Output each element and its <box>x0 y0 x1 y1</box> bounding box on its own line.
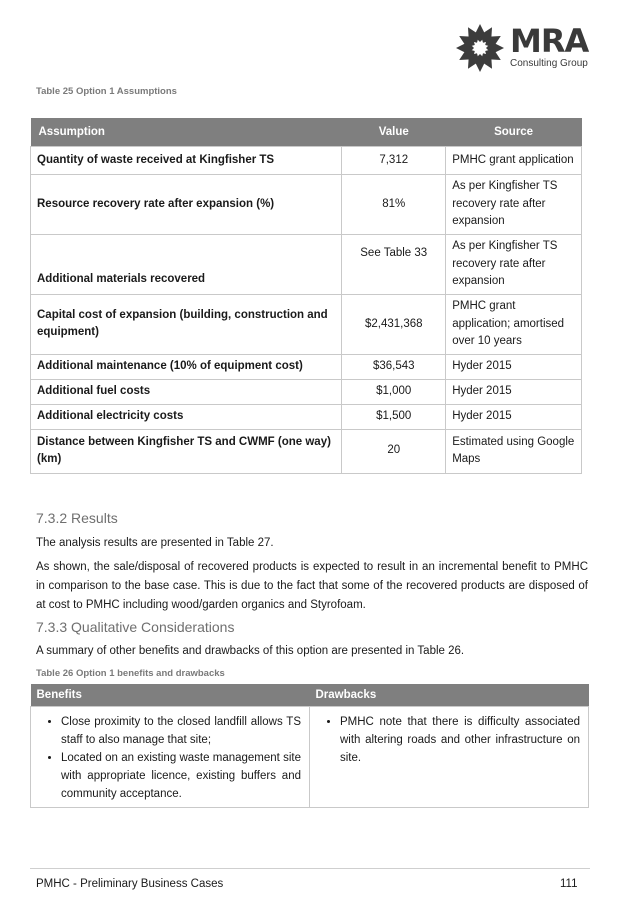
list-item: • Close proximity to the closed landfill allows TS staff to also manage that site; <box>61 713 301 749</box>
value-cell: 20 <box>342 429 446 473</box>
assumption-cell: Additional materials recovered <box>31 235 342 295</box>
column-header-source: Source <box>446 118 582 147</box>
table-row <box>31 235 582 295</box>
logo-name: MRA <box>510 22 589 60</box>
value-cell: See Table 33 <box>342 235 446 295</box>
benefits-cell <box>31 707 310 808</box>
column-header-assumption: Assumption <box>31 118 342 147</box>
value-cell: $1,000 <box>342 379 446 404</box>
source-cell: As per Kingfisher TS recovery rate after expansion <box>446 235 582 295</box>
assumption-cell: Quantity of waste received at Kingfisher TS <box>31 147 342 175</box>
table-row <box>31 707 589 808</box>
source-cell: PMHC grant application <box>446 147 582 175</box>
mra-logo <box>452 20 592 76</box>
column-header-value: Value <box>342 118 446 147</box>
assumptions-table <box>30 118 582 474</box>
table-25-caption: Table 25 Option 1 Assumptions <box>36 86 177 97</box>
table-row <box>31 429 582 473</box>
source-cell: As per Kingfisher TS recovery rate after expansion <box>446 175 582 235</box>
section-heading-results: 7.3.2 Results <box>36 510 118 526</box>
benefits-drawbacks-table <box>30 684 589 808</box>
drawbacks-list <box>318 713 580 767</box>
assumption-cell: Additional electricity costs <box>31 404 342 429</box>
table-header-row <box>31 684 589 707</box>
qualitative-paragraph: A summary of other benefits and drawbacks of this option are presented in Table 26. <box>36 645 465 657</box>
assumption-cell: Distance between Kingfisher TS and CWMF (one way) (km) <box>31 429 342 473</box>
source-cell: PMHC grant application; amortised over 10 years <box>446 295 582 355</box>
page-number: 111 <box>560 878 578 890</box>
value-cell: 81% <box>342 175 446 235</box>
value-cell: $2,431,368 <box>342 295 446 355</box>
benefits-list <box>39 713 301 803</box>
source-cell: Hyder 2015 <box>446 379 582 404</box>
table-row <box>31 379 582 404</box>
table-row <box>31 354 582 379</box>
value-cell: 7,312 <box>342 147 446 175</box>
column-header-drawbacks: Drawbacks <box>310 684 589 707</box>
assumption-cell: Additional fuel costs <box>31 379 342 404</box>
list-item: • Located on an existing waste management site with appropriate licence, existing buffers and community acceptance. <box>61 749 301 803</box>
source-cell: Hyder 2015 <box>446 404 582 429</box>
table-26-caption: Table 26 Option 1 benefits and drawbacks <box>36 668 225 679</box>
value-cell: $36,543 <box>342 354 446 379</box>
column-header-benefits: Benefits <box>31 684 310 707</box>
results-paragraph-1: The analysis results are presented in Table 27. <box>36 537 274 549</box>
logo-subtitle: Consulting Group <box>510 58 588 69</box>
table-row <box>31 295 582 355</box>
assumption-cell: Resource recovery rate after expansion (%) <box>31 175 342 235</box>
source-cell: Estimated using Google Maps <box>446 429 582 473</box>
table-row <box>31 175 582 235</box>
table-row <box>31 147 582 175</box>
section-heading-qualitative: 7.3.3 Qualitative Considerations <box>36 619 235 635</box>
list-item: • PMHC note that there is difficulty associated with altering roads and other infrastructure on site. <box>340 713 580 767</box>
table-header-row <box>31 118 582 147</box>
assumption-cell: Additional maintenance (10% of equipment cost) <box>31 354 342 379</box>
results-paragraph-2: As shown, the sale/disposal of recovered products is expected to result in an incremental benefit to PMHC in comparison to the base case. This is due to the fact that some of the recovered products are disposed of at cost to PMHC including wood/garden organics and Styrofoam. <box>36 561 588 611</box>
drawbacks-cell <box>310 707 589 808</box>
footer-document-title: PMHC - Preliminary Business Cases <box>36 878 224 890</box>
table-row <box>31 404 582 429</box>
assumption-cell: Capital cost of expansion (building, construction and equipment) <box>31 295 342 355</box>
logo-mark-icon <box>452 20 508 76</box>
source-cell: Hyder 2015 <box>446 354 582 379</box>
value-cell: $1,500 <box>342 404 446 429</box>
footer-divider <box>30 868 590 869</box>
